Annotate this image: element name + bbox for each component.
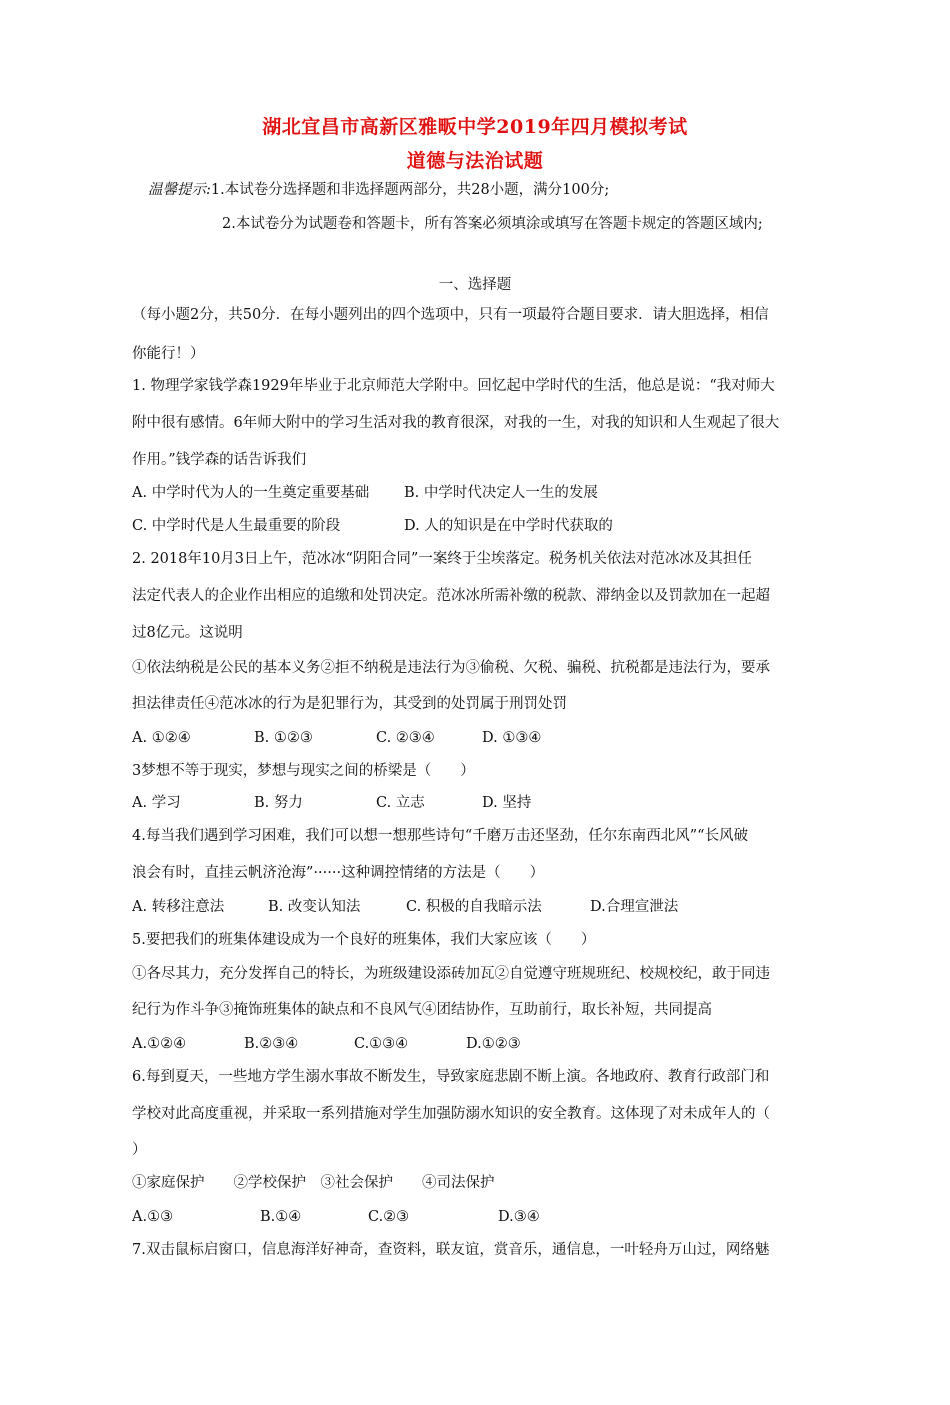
- q2-stem-4: ①依法纳税是公民的基本义务②拒不纳税是违法行为③偷税、欠税、骗税、抗税都是违法行为，要承: [132, 660, 770, 676]
- q6-options: [132, 1207, 832, 1227]
- q5-options: [132, 1034, 832, 1054]
- q1-stem-1: 1. 物理学家钱学森1929年毕业于北京师范大学附中。回忆起中学时代的生活，他总是说：“我对师大: [132, 378, 775, 394]
- q2-stem-5: 担法律责任④范冰冰的行为是犯罪行为，其受到的处罚属于刑罚处罚: [132, 696, 567, 712]
- q2-option-d: D. ①③④: [482, 730, 542, 746]
- q7-stem-1: 7.双击鼠标启窗口，信息海洋好神奇，查资料，联友谊，赏音乐，通信息，一叶轻舟万山过，网络魅: [132, 1242, 770, 1258]
- q1-option-b: B. 中学时代决定人一生的发展: [404, 485, 598, 501]
- q6-choices-line: ①家庭保护 ②学校保护 ③社会保护 ④司法保护: [132, 1175, 495, 1191]
- q1-stem-2: 附中很有感情。6年师大附中的学习生活对我的教育很深，对我的一生，对我的知识和人生观起了很大: [132, 415, 780, 431]
- q1-options-row-2: [132, 516, 832, 536]
- q3-option-c: C. 立志: [376, 795, 425, 811]
- q3-stem: 3梦想不等于现实，梦想与现实之间的桥梁是（ ）: [132, 763, 475, 779]
- section-instructions-2: 你能行！）: [132, 346, 205, 362]
- section-instructions-1: （每小题2分，共50分．在每小题列出的四个选项中，只有一项最符合题目要求．请大胆选择，相信: [132, 307, 769, 323]
- q2-option-a: A. ①②④: [132, 730, 191, 746]
- q6-stem-3: ）: [132, 1142, 147, 1158]
- q5-stem-3: 纪行为作斗争③掩饰班集体的缺点和不良风气④团结协作，互助前行，取长补短，共同提高: [132, 1002, 712, 1018]
- section-heading: 一、选择题: [438, 277, 512, 293]
- q5-option-d: D.①②③: [466, 1036, 521, 1052]
- exam-subtitle: 道德与法治试题: [406, 150, 544, 172]
- q4-stem-2: 浪会有时，直挂云帆济沧海”······这种调控情绪的方法是（ ）: [132, 865, 545, 881]
- q1-option-c: C. 中学时代是人生最重要的阶段: [132, 518, 341, 534]
- q3-option-b: B. 努力: [254, 795, 303, 811]
- q5-option-a: A.①②④: [132, 1036, 187, 1052]
- hint-item-2: 2.本试卷分为试题卷和答题卡，所有答案必须填涂或填写在答题卡规定的答题区域内;: [222, 216, 763, 232]
- q4-stem-1: 4.每当我们遇到学习困难，我们可以想一想那些诗句“千磨万击还坚劲，任尔东南西北风”“长风破: [132, 828, 749, 844]
- q2-stem-2: 法定代表人的企业作出相应的追缴和处罚决定。范冰冰所需补缴的税款、滞纳金以及罚款加在一起超: [132, 588, 770, 604]
- q5-option-c: C.①③④: [354, 1036, 409, 1052]
- q2-stem-1: 2. 2018年10月3日上午，范冰冰“阴阳合同”一案终于尘埃落定。税务机关依法对范冰冰及其担任: [132, 551, 752, 567]
- q4-option-d: D.合理宣泄法: [590, 899, 679, 915]
- q4-option-b: B. 改变认知法: [268, 899, 361, 915]
- q5-stem-1: 5.要把我们的班集体建设成为一个良好的班集体，我们大家应该（ ）: [132, 932, 596, 948]
- q6-option-a: A.①③: [132, 1209, 174, 1225]
- q6-option-d: D.③④: [498, 1209, 540, 1225]
- q1-options-row-1: [132, 483, 832, 503]
- exam-title: 湖北宜昌市高新区雅畈中学2019年四月模拟考试: [262, 116, 688, 138]
- q5-option-b: B.②③④: [244, 1036, 299, 1052]
- q6-option-c: C.②③: [368, 1209, 410, 1225]
- q4-option-c: C. 积极的自我暗示法: [406, 899, 542, 915]
- q1-option-a: A. 中学时代为人的一生奠定重要基础: [132, 485, 370, 501]
- q3-option-a: A. 学习: [132, 795, 181, 811]
- q2-option-c: C. ②③④: [376, 730, 435, 746]
- q1-option-d: D. 人的知识是在中学时代获取的: [404, 518, 613, 534]
- q2-options: [132, 728, 832, 748]
- q6-stem-1: 6.每到夏天，一些地方学生溺水事故不断发生，导致家庭悲剧不断上演。各地政府、教育行政部门和: [132, 1069, 770, 1085]
- q2-option-b: B. ①②③: [254, 730, 313, 746]
- q1-stem-3: 作用。”钱学森的话告诉我们: [132, 452, 307, 468]
- hint-item-1: 1.本试卷分选择题和非选择题两部分，共28小题，满分100分;: [210, 182, 610, 198]
- hint-line-1: [148, 180, 609, 200]
- q2-stem-3: 过8亿元。这说明: [132, 625, 243, 641]
- q3-option-d: D. 坚持: [482, 795, 532, 811]
- q6-option-b: B.①④: [260, 1209, 302, 1225]
- hint-label: 温馨提示:: [148, 182, 211, 198]
- q3-options: [132, 793, 832, 813]
- q4-options: [132, 897, 832, 917]
- q4-option-a: A. 转移注意法: [132, 899, 225, 915]
- q6-stem-2: 学校对此高度重视，并采取一系列措施对学生加强防溺水知识的安全教育。这体现了对未成年人的（: [132, 1106, 770, 1122]
- q5-stem-2: ①各尽其力，充分发挥自己的特长，为班级建设添砖加瓦②自觉遵守班规班纪、校规校纪，敢于同违: [132, 966, 770, 982]
